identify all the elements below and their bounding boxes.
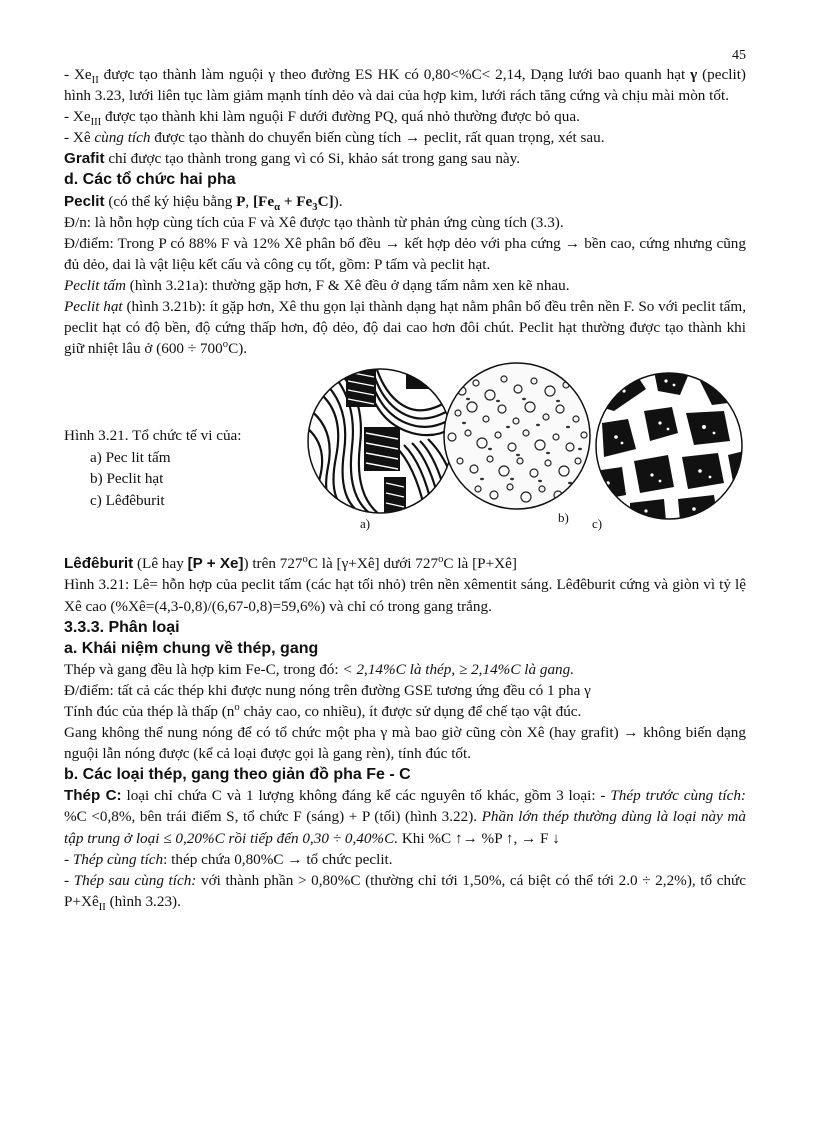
- paragraph-eutectoid-steel: - Thép cùng tích: thép chứa 0,80%C → tổ chức peclit.: [64, 850, 393, 868]
- paragraph-peclit: Peclit (có thể ký hiệu bằng P, $[Fe_\alpha + Fe_3C]$).: [64, 192, 343, 213]
- figure-3-21: [64, 361, 746, 539]
- paragraph-granular-pearlite: Peclit hạt (hình 3.21b): ít gặp hơn, Xê thu gọn lại thành dạng hạt nằm phân bố đều trên nền F. So với peclit tấm, peclit hạt có độ bền, độ cứng thấp hơn, độ dẻo, độ dai cao hơn đôi chút. Peclit hạt thường được tạo thành khi giữ nhiệt lâu ở $(600 \div 700^oC)$.: [64, 298, 746, 358]
- paragraph-characteristics: Đ/điểm: Trong P có 88% F và 12% Xê phân bố đều → kết hợp dẻo với pha cứng → bền cao, cứng nhưng cũng đủ dẻo, dai là vật liệu kết cấu và công cụ tốt, gồm: P tấm và peclit hạt.: [64, 234, 746, 273]
- paragraph-xe3: - $Xe_{III}$ được tạo thành khi làm nguội F dưới đường PQ, quá nhỏ thường được bỏ qua.: [64, 108, 580, 129]
- paragraph-ledeburit: Lêđêburit (Lê hay [P + Xe]) trên 727$^o$C là [γ+Xê] dưới 727$^o$C là [P+Xê]: [64, 554, 517, 573]
- figure-caption: Hình 3.21. Tổ chức tế vi của: a) Pec lit tấm b) Peclit hạt c) Lêđêburit: [64, 425, 242, 511]
- figure-item-b: b) Peclit hạt: [90, 470, 164, 488]
- micrograph-label-a: a): [360, 516, 371, 532]
- paragraph-carbon-steel: Thép C: loại chỉ chứa C và 1 lượng không đáng kể các nguyên tố khác, gồm 3 loại: - Thép trước cùng tích: %C <0,8%, bên trái điểm S, tổ chức F (sáng) + P (tối) (hình 3.22). Phần lớn thép thường dùng là loại này mà tập trung ở loại ≤ 0,20%C rồi tiếp đến 0,30 ÷ 0,40%C. Khi %C ↑→ %P ↑, → F ↓: [64, 787, 746, 847]
- page-number: 45: [732, 48, 746, 63]
- micrograph-label-c: c): [592, 516, 603, 532]
- micrograph-c: [592, 371, 744, 532]
- heading-general-concept: a. Khái niệm chung về thép, gang: [64, 639, 319, 657]
- paragraph-characteristics-steel: Đ/điểm: tất cả các thép khi được nung nóng trên đường GSE tương ứng đều có 1 pha γ: [64, 681, 591, 699]
- paragraph-cast-iron: Gang không thể nung nóng để có tổ chức một pha γ mà bao giờ cũng còn Xê (hay grafit) → không biến dạng nguội lẫn nóng được (kể cả loại được gọi là gang rèn), tính đúc tốt.: [64, 724, 746, 763]
- heading-two-phase: d. Các tổ chức hai pha: [64, 171, 236, 189]
- heading-classification: 3.3.3. Phân loại: [64, 618, 180, 636]
- document-body: [64, 64, 746, 912]
- heading-types: b. Các loại thép, gang theo giản đồ pha Fe - C: [64, 766, 411, 784]
- paragraph-xe2: - $Xe_{II}$ được tạo thành làm nguội γ theo đường ES HK có 0,80<%C< 2,14, Dạng lưới bao quanh hạt γ (peclit) hình 3.23, lưới liên tục làm giảm mạnh tính dẻo và dai của hợp kim, lưới rách tăng cứng và chịu mài mòn tốt.: [64, 66, 746, 105]
- paragraph-definition: Đ/n: là hỗn hợp cùng tích của F và Xê được tạo thành từ phản ứng cùng tích (3.3).: [64, 213, 564, 231]
- figure-item-c: c) Lêđêburit: [90, 491, 165, 509]
- micrograph-label-b: b): [558, 510, 569, 526]
- paragraph-castability: Tính đúc của thép là thấp ($n^o$ chảy cao, co nhiều), ít được sử dụng để chế tạo vật đúc.: [64, 701, 582, 720]
- figure-item-a: a) Pec lit tấm: [90, 448, 171, 466]
- micrograph-a: [306, 367, 454, 532]
- paragraph-hypereutectoid-steel: - Thép sau cùng tích: với thành phần > 0,80%C (thường chỉ tới 1,50%, cá biệt có thể tới 2.0 ÷ 2,2%), tổ chức $P+Xê_{II}$ (hình 3.23).: [64, 871, 747, 913]
- paragraph-lamellar-pearlite: Peclit tấm (hình 3.21a): thường gặp hơn, F & Xê đều ở dạng tấm nằm xen kẽ nhau.: [64, 276, 570, 294]
- paragraph-grafit: Grafit chỉ được tạo thành trong gang vì có Si, khảo sát trong gang sau này.: [64, 150, 521, 168]
- micrograph-b: [442, 361, 592, 526]
- paragraph-xe-eutectoid: - Xê cùng tích được tạo thành do chuyển biến cùng tích → peclit, rất quan trọng, xét sau.: [64, 129, 605, 147]
- paragraph-steel-cast-iron: Thép và gang đều là hợp kim Fe-C, trong đó: < 2,14%C là thép, ≥ 2,14%C là gang.: [64, 660, 575, 678]
- paragraph-fig-note: Hình 3.21: Lê= hỗn hợp của peclit tấm (các hạt tối nhỏ) trên nền xêmentit sáng. Lêđêburit cứng và giòn vì tỷ lệ Xê cao (%Xê=(4,3-0,8)/(6,67-0,8)=59,6%) và chỉ có trong gang trắng.: [64, 576, 746, 615]
